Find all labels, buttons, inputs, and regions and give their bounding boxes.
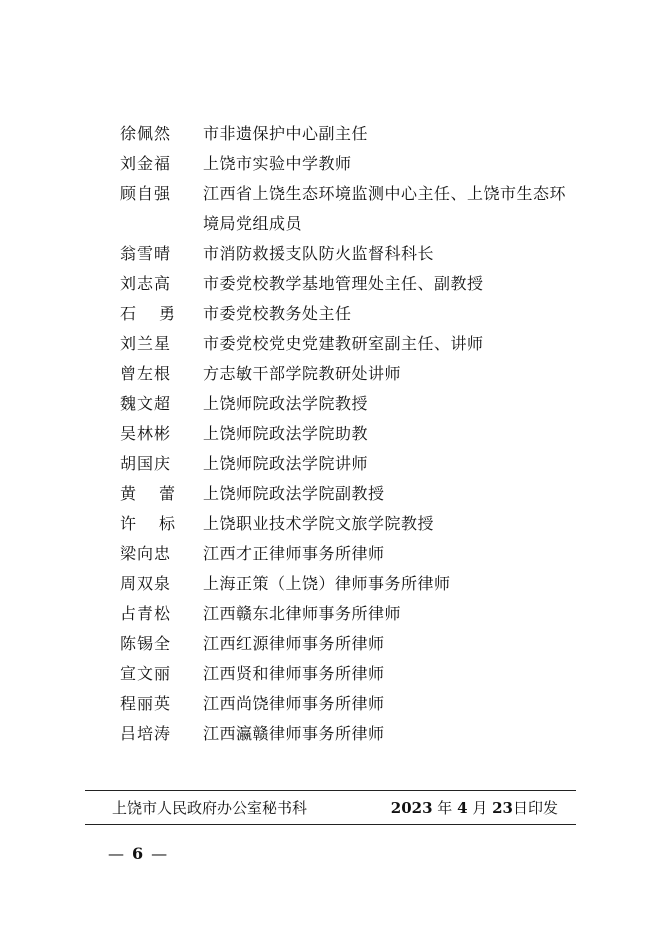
issue-day: 23 — [492, 799, 513, 817]
member-role: 江西贤和律师事务所律师 — [203, 664, 385, 683]
list-item — [120, 689, 580, 719]
issue-year: 2023 — [390, 799, 433, 817]
page-number-value: 6 — [132, 844, 144, 863]
member-name: 胡国庆 — [120, 454, 172, 473]
member-name: 刘志高 — [120, 274, 172, 293]
member-name: 曾左根 — [120, 364, 172, 383]
list-item — [120, 719, 580, 749]
member-role: 市委党校党史党建教研室副主任、讲师 — [203, 334, 484, 353]
member-name: 刘金福 — [120, 154, 172, 173]
issuance-footer — [112, 794, 558, 822]
list-item — [120, 149, 580, 179]
member-role: 上饶市实验中学教师 — [203, 154, 352, 173]
issue-year-unit: 年 — [437, 799, 453, 817]
page-number-dash-right: — — [151, 844, 168, 863]
member-name-char: 许 — [120, 514, 137, 533]
list-item — [120, 659, 580, 689]
member-name-char: 黄 — [120, 484, 137, 503]
list-item — [120, 239, 580, 269]
list-item — [120, 179, 580, 239]
member-name — [120, 299, 175, 329]
member-name-char: 石 — [120, 304, 137, 323]
member-role: 江西赣东北律师事务所律师 — [203, 604, 402, 623]
member-role: 江西红源律师事务所律师 — [203, 634, 385, 653]
member-name: 周双泉 — [120, 574, 172, 593]
member-name: 陈锡全 — [120, 634, 172, 653]
member-name — [120, 509, 175, 539]
member-name-char: 蕾 — [158, 484, 175, 503]
member-role: 上海正策（上饶）律师事务所律师 — [203, 574, 451, 593]
list-item — [120, 119, 580, 149]
list-item — [120, 629, 580, 659]
member-name-char: 标 — [158, 514, 175, 533]
member-name: 吕培涛 — [120, 724, 172, 743]
list-item — [120, 599, 580, 629]
member-name: 翁雪晴 — [120, 244, 172, 263]
member-name — [120, 479, 175, 509]
member-name: 刘兰星 — [120, 334, 172, 353]
member-role: 上饶师院政法学院教授 — [203, 394, 369, 413]
list-item — [120, 329, 580, 359]
footer-bottom-divider — [85, 824, 576, 825]
page-number-dash-left: — — [108, 844, 124, 863]
member-role: 市委党校教务处主任 — [203, 304, 352, 323]
issue-month: 4 — [457, 799, 468, 817]
member-role: 方志敏干部学院教研处讲师 — [203, 364, 402, 383]
member-role: 市非遗保护中心副主任 — [203, 124, 369, 143]
member-name: 占青松 — [120, 604, 172, 623]
member-role: 市消防救援支队防火监督科科长 — [203, 244, 435, 263]
member-role: 上饶师院政法学院副教授 — [203, 484, 385, 503]
member-name: 徐佩然 — [120, 124, 172, 143]
list-item — [120, 539, 580, 569]
issue-month-unit: 月 — [472, 799, 488, 817]
issue-date — [391, 794, 558, 822]
issue-date-suffix: 日印发 — [512, 799, 558, 817]
footer-top-divider — [85, 790, 576, 791]
member-list — [120, 119, 580, 749]
member-role: 江西尚饶律师事务所律师 — [203, 694, 385, 713]
member-name: 魏文超 — [120, 394, 172, 413]
list-item — [120, 569, 580, 599]
list-item — [120, 509, 580, 539]
member-name: 梁向忠 — [120, 544, 172, 563]
list-item — [120, 299, 580, 329]
member-role: 江西瀛赣律师事务所律师 — [203, 724, 385, 743]
member-name: 吴林彬 — [120, 424, 172, 443]
member-role: 江西才正律师事务所律师 — [203, 544, 385, 563]
member-role: 上饶师院政法学院讲师 — [203, 454, 369, 473]
list-item — [120, 449, 580, 479]
member-name: 宣文丽 — [120, 664, 172, 683]
member-name: 程丽英 — [120, 694, 172, 713]
list-item — [120, 479, 580, 509]
member-role: 市委党校教学基地管理处主任、副教授 — [203, 274, 484, 293]
member-role: 江西省上饶生态环境监测中心主任、上饶市生态环境局党组成员 — [203, 184, 567, 233]
member-name-char: 勇 — [158, 304, 175, 323]
page-number — [108, 842, 167, 866]
member-role: 上饶师院政法学院助教 — [203, 424, 369, 443]
list-item — [120, 419, 580, 449]
list-item — [120, 389, 580, 419]
member-name: 顾自强 — [120, 184, 172, 203]
list-item — [120, 359, 580, 389]
list-item — [120, 269, 580, 299]
issuing-office: 上饶市人民政府办公室秘书科 — [112, 799, 308, 817]
member-role: 上饶职业技术学院文旅学院教授 — [203, 514, 435, 533]
